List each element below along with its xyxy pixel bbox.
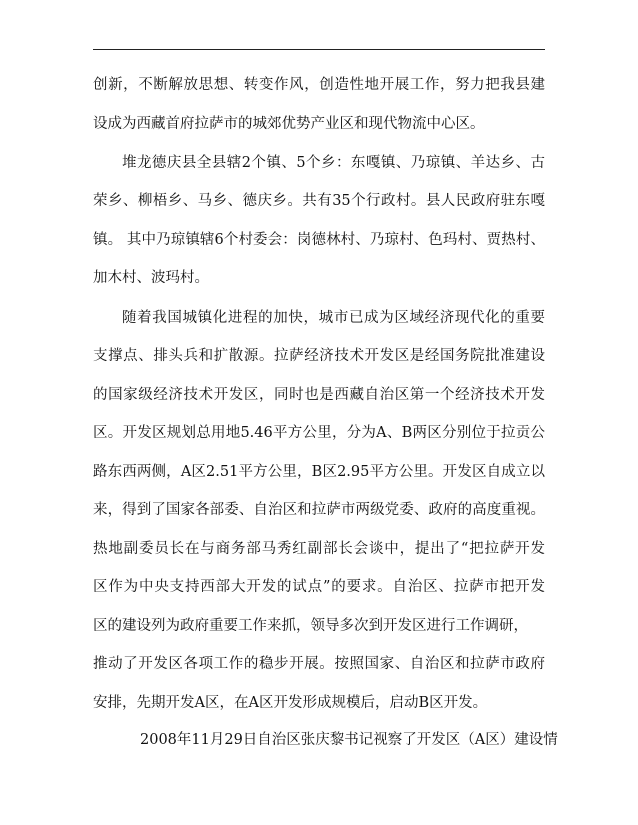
- paragraph-3-line-7: 热地副委员长在与商务部马秀红副部长会谈中，提出了“把拉萨开发: [93, 541, 545, 557]
- paragraph-1-line-2: 设成为西藏首府拉萨市的城郊优势产业区和现代物流中心区。: [93, 116, 485, 132]
- paragraph-3-line-10: 推动了开发区各项工作的稳步开展。按照国家、自治区和拉萨市政府: [93, 656, 545, 672]
- paragraph-3-line-3: 的国家级经济技术开发区，同时也是西藏自治区第一个经济技术开发: [93, 387, 545, 403]
- paragraph-3-line-2: 支撑点、排头兵和扩散源。拉萨经济技术开发区是经国务院批准建设: [93, 348, 545, 364]
- paragraph-2-line-3: 镇。 其中乃琼镇辖6个村委会：岗德林村、乃琼村、色玛村、贾热村、: [93, 232, 545, 248]
- paragraph-2-line-1: 堆龙德庆县全县辖2个镇、5个乡：东嘎镇、乃琼镇、羊达乡、古: [122, 155, 545, 171]
- paragraph-4-line-1: 2008年11月29日自治区张庆黎书记视察了开发区（A区）建设情: [140, 732, 558, 748]
- paragraph-3-line-4: 区。开发区规划总用地5.46平方公里，分为A、B两区分别位于拉贡公: [93, 425, 545, 441]
- paragraph-3-line-8: 区作为中央支持西部大开发的试点”的要求。自治区、拉萨市把开发: [93, 579, 545, 595]
- paragraph-3-line-9: 区的建设列为政府重要工作来抓，领导多次到开发区进行工作调研，: [93, 618, 528, 634]
- paragraph-3-line-6: 来，得到了国家各部委、自治区和拉萨市两级党委、政府的高度重视。: [93, 502, 545, 518]
- paragraph-3-line-1: 随着我国城镇化进程的加快，城市已成为区域经济现代化的重要: [122, 310, 545, 326]
- paragraph-3-line-5: 路东西两侧，A区2.51平方公里，B区2.95平方公里。开发区自成立以: [93, 464, 545, 480]
- paragraph-1-line-1: 创新，不断解放思想、转变作风，创造性地开展工作，努力把我县建: [93, 77, 545, 93]
- header-rule: [93, 49, 545, 50]
- paragraph-3-line-11: 安排，先期开发A区，在A区开发形成规模后，启动B区开发。: [93, 695, 488, 711]
- paragraph-2-line-4: 加木村、波玛村。: [93, 270, 209, 286]
- paragraph-2-line-2: 荣乡、柳梧乡、马乡、德庆乡。共有35个行政村。县人民政府驻东嘎: [93, 193, 545, 209]
